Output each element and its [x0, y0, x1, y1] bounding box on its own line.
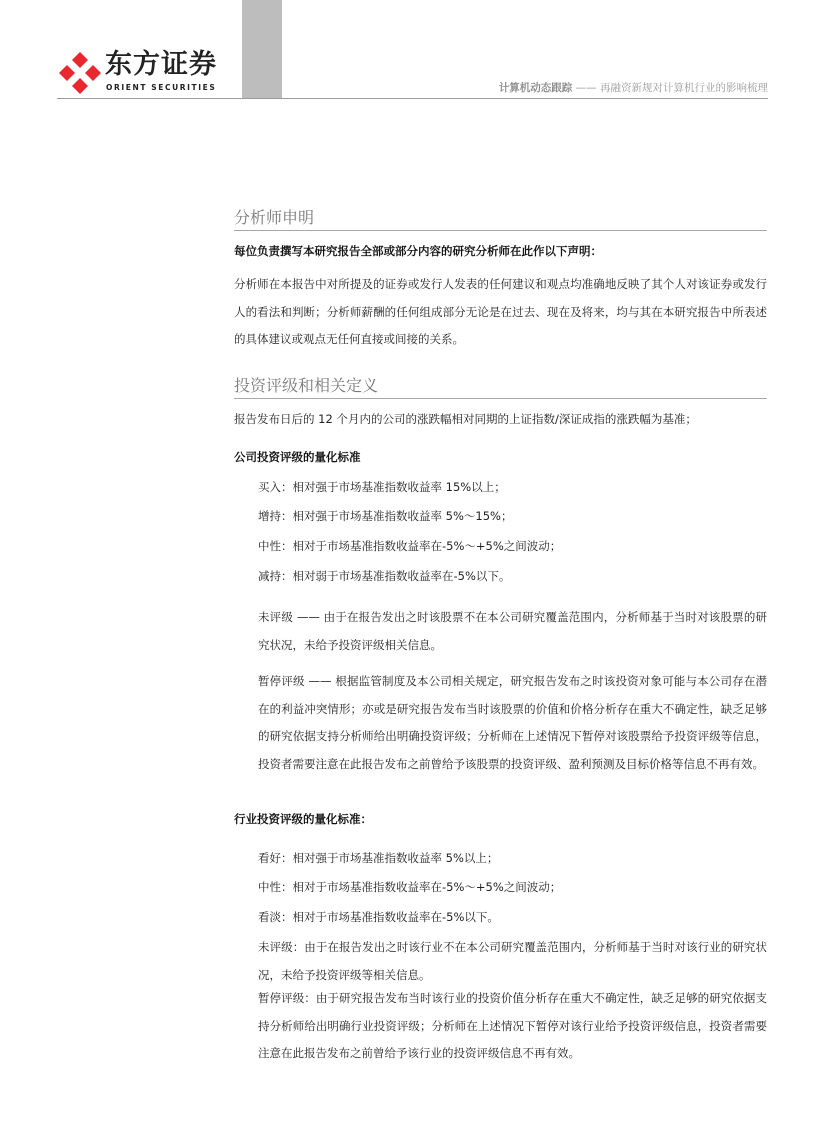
analyst-lead: 每位负责撰写本研究报告全部或部分内容的研究分析师在此作以下声明： [234, 244, 602, 258]
company-rating-underweight: 减持：相对弱于市场基准指数收益率在-5%以下。 [258, 569, 511, 583]
industry-rating-neutral: 中性：相对于市场基准指数收益率在-5%～+5%之间波动； [258, 880, 562, 894]
analyst-section-title: 分析师申明 [234, 207, 767, 231]
industry-rating-suspended: 暂停评级：由于研究报告发布当时该行业的投资价值分析存在重大不确定性，缺乏足够的研究依据支持分析师给出明确行业投资评级；分析师在上述情况下暂停对该行业给予投资评级信息，投资者需要注意在此报告发布之前曾给予该行业的投资评级信息不再有效。 [258, 991, 767, 1060]
rating-intro: 报告发布日后的 12 个月内的公司的涨跌幅相对同期的上证指数/深证成指的涨跌幅为基准； [234, 412, 697, 426]
header-category: 计算机动态跟踪 [498, 82, 573, 94]
company-rating-overweight: 增持：相对强于市场基准指数收益率 5%～15%； [258, 509, 513, 523]
brand-name-en: ORIENT SECURITIES [106, 83, 217, 92]
company-rating-not-rated: 未评级 —— 由于在报告发出之时该股票不在本公司研究覆盖范围内，分析师基于当时对该股票的研究状况，未给予投资评级相关信息。 [258, 610, 767, 652]
header-separator: —— [572, 82, 600, 94]
orient-diamond-icon [57, 50, 103, 96]
company-rating-heading: 公司投资评级的量化标准 [234, 450, 361, 464]
company-rating-buy: 买入：相对强于市场基准指数收益率 15%以上； [258, 480, 506, 494]
industry-rating-negative: 看淡：相对于市场基准指数收益率在-5%以下。 [258, 910, 499, 924]
header-divider [57, 98, 768, 99]
brand-logo [57, 45, 227, 95]
company-rating-neutral: 中性：相对于市场基准指数收益率在-5%～+5%之间波动； [258, 539, 562, 553]
analyst-statement: 分析师在本报告中对所提及的证券或发行人发表的任何建议和观点均准确地反映了其个人对该证券或发行人的看法和判断；分析师薪酬的任何组成部分无论是在过去、现在及将来，均与其在本研究报告中所表述的具体建议或观点无任何直接或间接的关系。 [234, 277, 767, 346]
rating-section-title: 投资评级和相关定义 [234, 375, 767, 399]
industry-rating-positive: 看好：相对强于市场基准指数收益率 5%以上； [258, 851, 499, 865]
company-rating-suspended: 暂停评级 —— 根据监管制度及本公司相关规定，研究报告发布之时该投资对象可能与本公司存在潜在的利益冲突情形；亦或是研究报告发布当时该股票的价值和价格分析存在重大不确定性，缺乏足够的研究依据支持分析师给出明确投资评级；分析师在上述情况下暂停对该股票给予投资评级等信息，投资者需要注意在此报告发布之前曾给予该股票的投资评级、盈利预测及目标价格等信息不再有效。 [258, 674, 767, 771]
industry-rating-not-rated: 未评级：由于在报告发出之时该行业不在本公司研究覆盖范围内，分析师基于当时对该行业的研究状况，未给予投资评级等相关信息。 [258, 940, 767, 982]
header-title: 再融资新规对计算机行业的影响梳理 [600, 82, 768, 94]
industry-rating-heading: 行业投资评级的量化标准： [234, 812, 372, 826]
running-header [499, 82, 768, 95]
header-gray-block [242, 0, 282, 98]
brand-name-cn: 东方证券 [105, 49, 217, 80]
